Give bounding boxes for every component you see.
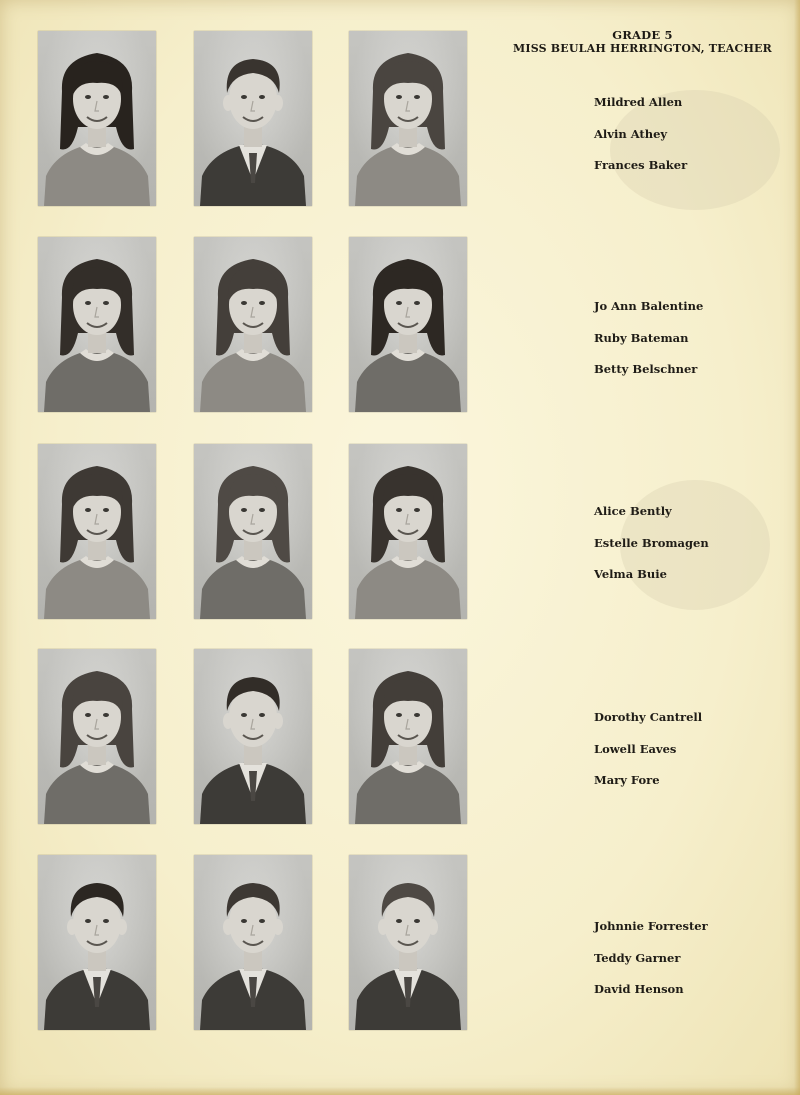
student-photo bbox=[38, 855, 156, 1030]
teacher-line: MISS BEULAH HERRINGTON, TEACHER bbox=[513, 42, 772, 55]
student-photo bbox=[38, 237, 156, 412]
names-row-5 bbox=[594, 919, 794, 1014]
student-photo bbox=[194, 444, 312, 619]
girl-portrait-icon bbox=[38, 237, 156, 412]
student-name: Ruby Bateman bbox=[594, 330, 689, 345]
boy-portrait-icon bbox=[194, 649, 312, 824]
student-name: Alice Bently bbox=[594, 504, 672, 518]
student-name: Mary Fore bbox=[594, 773, 660, 787]
names-row-1 bbox=[594, 95, 794, 190]
student-name: Dorothy Cantrell bbox=[594, 710, 703, 724]
boy-portrait-icon bbox=[194, 31, 312, 206]
page-edge bbox=[0, 1087, 800, 1095]
page-header bbox=[490, 28, 795, 56]
student-name: Alvin Athey bbox=[594, 126, 668, 141]
student-photo bbox=[194, 237, 312, 412]
girl-portrait-icon bbox=[349, 444, 467, 619]
student-photo bbox=[38, 444, 156, 619]
names-row-4 bbox=[594, 710, 794, 805]
grade-title: GRADE 5 bbox=[612, 28, 673, 42]
girl-portrait-icon bbox=[38, 31, 156, 206]
girl-portrait-icon bbox=[194, 237, 312, 412]
student-name: David Henson bbox=[594, 982, 684, 996]
student-photo bbox=[38, 649, 156, 824]
student-photo bbox=[349, 444, 467, 619]
student-photo bbox=[194, 649, 312, 824]
student-photo bbox=[349, 855, 467, 1030]
girl-portrait-icon bbox=[194, 444, 312, 619]
boy-portrait-icon bbox=[194, 855, 312, 1030]
girl-portrait-icon bbox=[38, 649, 156, 824]
student-name: Frances Baker bbox=[594, 158, 688, 172]
student-photo bbox=[349, 237, 467, 412]
girl-portrait-icon bbox=[38, 444, 156, 619]
student-name: Teddy Garner bbox=[594, 950, 681, 965]
boy-portrait-icon bbox=[349, 855, 467, 1030]
student-photo bbox=[38, 31, 156, 206]
student-name: Jo Ann Balentine bbox=[594, 299, 704, 313]
student-name: Velma Buie bbox=[594, 567, 667, 581]
girl-portrait-icon bbox=[349, 649, 467, 824]
girl-portrait-icon bbox=[349, 31, 467, 206]
student-photo bbox=[349, 649, 467, 824]
student-name: Lowell Eaves bbox=[594, 741, 677, 756]
student-name: Betty Belschner bbox=[594, 362, 698, 376]
student-photo bbox=[349, 31, 467, 206]
page-edge bbox=[794, 0, 800, 1095]
names-row-3 bbox=[594, 504, 794, 599]
student-name: Mildred Allen bbox=[594, 95, 683, 109]
names-row-2 bbox=[594, 299, 794, 394]
student-photo bbox=[194, 31, 312, 206]
boy-portrait-icon bbox=[38, 855, 156, 1030]
student-name: Estelle Bromagen bbox=[594, 535, 709, 550]
student-name: Johnnie Forrester bbox=[594, 919, 708, 933]
student-photo bbox=[194, 855, 312, 1030]
girl-portrait-icon bbox=[349, 237, 467, 412]
